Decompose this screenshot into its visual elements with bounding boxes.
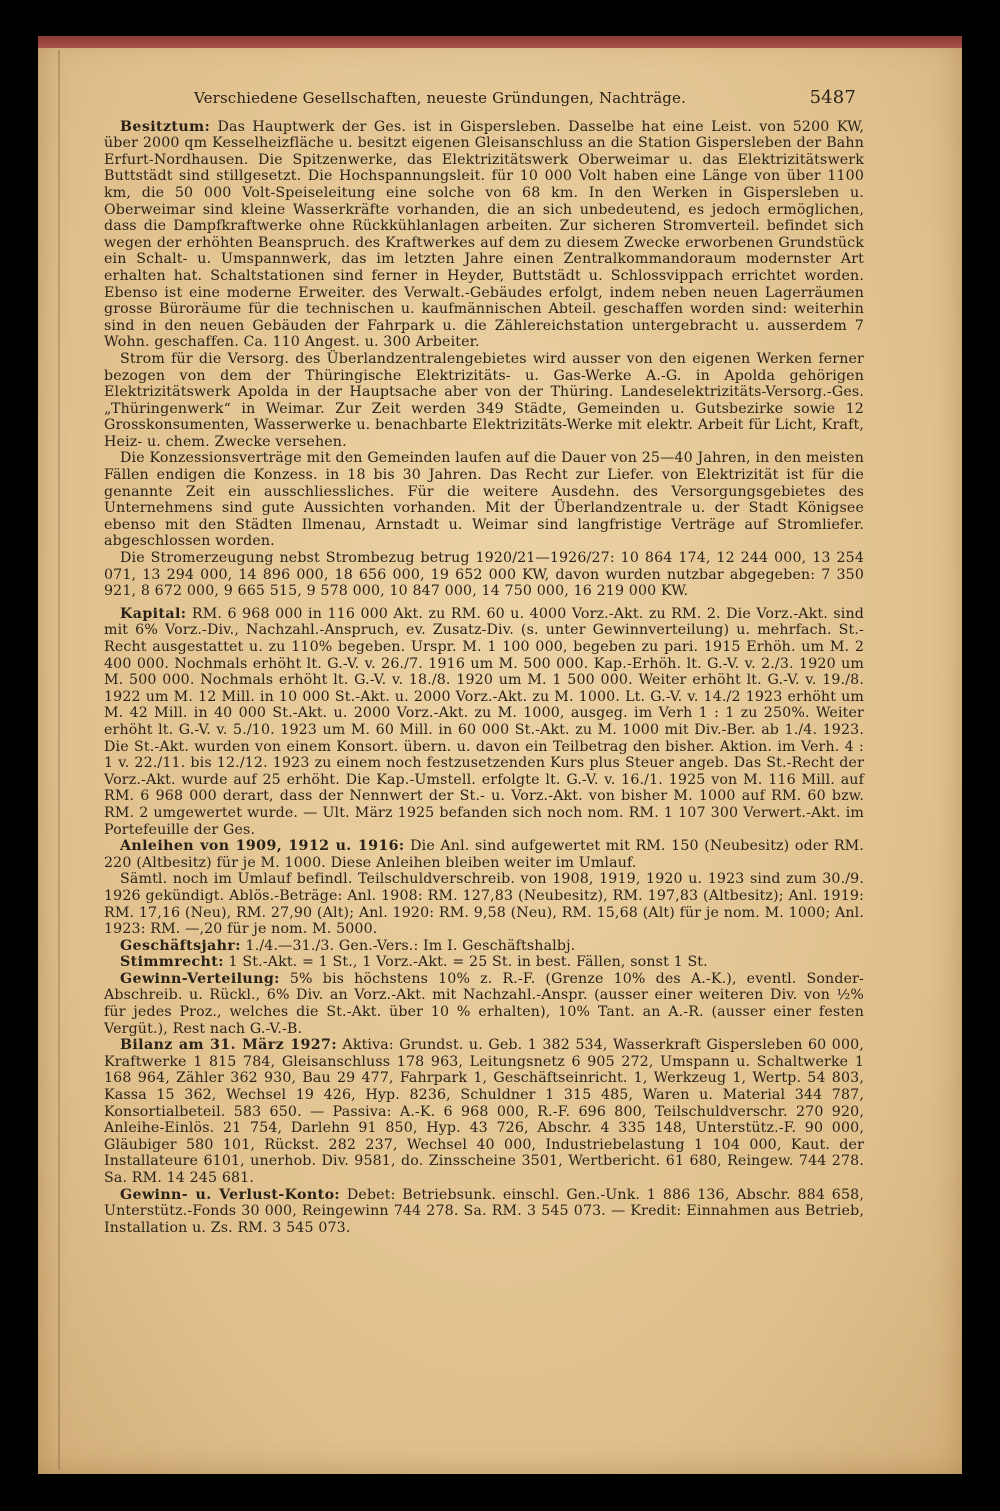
paragraph-text: Aktiva: Grundst. u. Geb. 1 382 534, Wasserkraft Gispersleben 60 000, Kraftwerke 1 815 784, Gleisanschluss 178 963, Leitungsnetz 6 905 272, Umspann u. Schaltwerke 1 168 964, Zähler 362 930, Bau 29 477, Fahrpark 1, Geschäftseinricht. 1, Werkzeug 1, Wertp. 54 803, Kassa 15 362, Wechsel 19 426, Hyp. 8236, Schuldner 1 315 485, Waren u. Material 344 787, Konsortialbeteil. 583 650. — Passiva: A.-K. 6 968 000, R.-F. 696 800, Teilschuldverschr. 270 920, Anleihe-Einlös. 21 754, Darlehn 91 850, Hyp. 43 726, Abschr. 4 335 148, Unterstütz.-F. 90 000, Gläubiger 580 101, Rückst. 282 237, Wechsel 40 000, Industriebelastung 1 104 000, Kaut. der Installateure 6101, unerhob. Div. 9581, do. Zinsscheine 3501, Wertbericht. 61 680, Reingew. 744 278. Sa. RM. 14 245 681.: [104, 1037, 865, 1186]
paragraph-text: Strom für die Versorg. des Überlandzentralengebietes wird ausser von den eigenen Werken ferner bezogen von dem der Thüringische Elektrizitäts- u. Gas-Werke A.-G. in Apolda gehörigen Elektrizitätswerk Apolda in der Hauptsache aber von der Thüring. Landeselektrizitäts-Versorg.-Ges. „Thüringenwerk“ in Weimar. Zur Zeit werden 349 Städte, Gemeinden u. Gutsbezirke sowie 12 Grosskonsumenten, Wasserwerke u. benachbarte Elektrizitäts-Werke mit elektr. Arbeit für Licht, Kraft, Heiz- u. chem. Zwecke versehen.: [104, 350, 864, 450]
page-crease: [58, 50, 60, 1470]
paragraph-text: Die Anl. sind aufgewertet mit RM. 150 (Neubesitz) oder RM. 220 (Altbesitz) für je M. 1000. Diese Anleihen bleiben weiter im Umlauf.: [104, 838, 864, 871]
paragraph-stimmrecht: [104, 954, 864, 971]
running-header: [194, 87, 856, 108]
paragraph-besitztum: [104, 119, 864, 351]
section-lead: Stimmrecht:: [120, 954, 224, 971]
paragraph-stromversorgung: [104, 351, 864, 451]
section-lead: Gewinn-Verteilung:: [120, 970, 280, 987]
paragraph-text: Sämtl. noch im Umlauf befindl. Teilschuldverschreib. von 1908, 1919, 1920 u. 1923 sind zum 30./9. 1926 gekündigt. Ablös.-Beträge: Anl. 1908: RM. 127,83 (Neubesitz), RM. 197,83 (Altbesitz); Anl. 1919: RM. 17,16 (Neu), RM. 27,90 (Alt); Anl. 1920: RM. 9,58 (Neu), RM. 15,68 (Alt) für je nom. M. 1000; Anl. 1923: RM. —,20 für je nom. M. 5000.: [104, 871, 864, 938]
paragraph-konzession: [104, 450, 864, 550]
paragraph-text: 5% bis höchstens 10% z. R.-F. (Grenze 10% des A.-K.), eventl. Sonder-Abschreib. u. Rückl., 6% Div. an Vorz.-Akt. mit Nachzahl.-Anspr. (ausser einer weiteren Div. von ½% für jedes Proz., welches die St.-Akt. über 10 % erhalten), 10% Tant. an A.-R. (ausser einer festen Vergüt.), Rest nach G.-V.-B.: [104, 970, 864, 1037]
paragraph-kapital: [104, 606, 864, 838]
header-title: Verschiedene Gesellschaften, neueste Gründungen, Nachträge.: [194, 89, 686, 107]
paragraph-text: Die Konzessionsverträge mit den Gemeinden laufen auf die Dauer von 25—40 Jahren, in den meisten Fällen endigen die Konzess. in 18 bis 30 Jahren. Das Recht zur Liefer. von Elektrizität ist für die genannte Zeit ein ausschliessliches. Für die weitere Ausdehn. des Versorgungsgebietes des Unternehmens sind gute Aussichten vorhanden. Mit der Überlandzentrale u. der Stadt Königsee ebenso mit den Städten Ilmenau, Arnstadt u. Weimar sind langfristige Verträge auf Stromliefer. abgeschlossen worden.: [104, 450, 864, 550]
section-lead: Anleihen von 1909, 1912 u. 1916:: [120, 838, 405, 855]
paragraph-text: Das Hauptwerk der Ges. ist in Gispersleben. Dasselbe hat eine Leist. von 5200 KW, über 2000 qm Kesselheizfläche u. besitzt eigenen Gleisanschluss an die Station Gispersleben der Bahn Erfurt-Nordhausen. Die Spitzenwerke, das Elektrizitätswerk Oberweimar u. das Elektrizitätswerk Buttstädt sind stillgesetzt. Die Hochspannungsleit. für 10 000 Volt haben eine Länge von über 1100 km, die 50 000 Volt-Speiseleitung eine solche von 68 km. In den Werken in Gispersleben u. Oberweimar sind kleine Wasserkräfte vorhanden, die an sich unbedeutend, es jedoch ermöglichen, dass die Dampfkraftwerke ohne Rückkühlanlagen arbeiten. Zur sicheren Stromverteil. befindet sich wegen der erhöhten Beanspruch. des Kraftwerkes auf dem zu diesem Zwecke erworbenen Grundstück ein Schalt- u. Umspannwerk, das im letzten Jahre einen Zentralkommandoraum modernster Art erhalten hat. Schaltstationen sind ferner in Heyder, Buttstädt u. Schlossvippach errichtet worden. Ebenso ist eine moderne Erweiter. des Verwalt.-Gebäudes erfolgt, indem neben neuen Lagerräumen grosse Büroräume für die technischen u. kaufmännischen Abteil. geschaffen worden sind: weiterhin sind in den neuen Gebäuden der Fahrpark u. die Zählereichstation untergebracht u. ausserdem 7 Wohn. geschaffen. Ca. 110 Angest. u. 300 Arbeiter.: [104, 118, 864, 351]
section-lead: Geschäftsjahr:: [120, 937, 241, 954]
document-body: [104, 87, 865, 1236]
paragraph-text: RM. 6 968 000 in 116 000 Akt. zu RM. 60 u. 4000 Vorz.-Akt. zu RM. 2. Die Vorz.-Akt. sind mit 6% Vorz.-Div., Nachzahl.-Anspruch, ev. Zusatz-Div. (s. unter Gewinnverteilung) u. mehrfach. St.-Recht ausgestattet u. zu 110% begeben. Urspr. M. 1 100 000, begeben zu pari. 1915 Erhöh. um M. 2 400 000. Nochmals erhöht lt. G.-V. v. 26./7. 1916 um M. 500 000. Kap.-Erhöh. lt. G.-V. v. 2./3. 1920 um M. 500 000. Nochmals erhöht lt. G.-V. v. 18./8. 1920 um M. 1 500 000. Weiter erhöht lt. G.-V. v. 19./8. 1922 um M. 12 Mill. in 10 000 St.-Akt. u. 2000 Vorz.-Akt. zu M. 1000. Lt. G.-V. v. 14./2 1923 erhöht um M. 42 Mill. in 40 000 St.-Akt. u. 2000 Vorz.-Akt. zu M. 1000, ausgeg. im Verh 1 : 1 zu 250%. Weiter erhöht lt. G.-V. v. 5./10. 1923 um M. 60 Mill. in 60 000 St.-Akt. zu M. 1000 mit Div.-Ber. ab 1./4. 1923. Die St.-Akt. wurden von einem Konsort. übern. u. davon ein Teilbetrag den bisher. Aktion. im Verh. 4 : 1 v. 22./11. bis 12./12. 1923 zu einem noch festzusetzenden Kurs plus Steuer angeb. Das St.-Recht der Vorz.-Akt. wurde auf 25 erhöht. Die Kap.-Umstell. erfolgte lt. G.-V. v. 16./1. 1925 von M. 116 Mill. auf RM. 6 968 000 derart, dass der Nennwert der St.- u. Vorz.-Akt. von bisher M. 1000 auf RM. 60 bzw. RM. 2 umgewertet wurde. — Ult. März 1925 befanden sich noch nom. RM. 1 107 300 Verwert.-Akt. im Portefeuille der Ges.: [104, 605, 864, 838]
paragraph-text: Debet: Betriebsunk. einschl. Gen.-Unk. 1 886 136, Abschr. 884 658, Unterstütz.-Fonds 30 000, Reingewinn 744 278. Sa. RM. 3 545 073. — Kredit: Einnahmen aus Betrieb, Installation u. Zs. RM. 3 545 073.: [104, 1186, 864, 1236]
book-binding: [38, 36, 962, 48]
paragraph-bilanz: [104, 1037, 864, 1186]
section-lead: Bilanz am 31. März 1927:: [120, 1037, 337, 1054]
paragraph-gewinnverteilung: [104, 971, 864, 1037]
paragraph-stromerzeugung: [104, 550, 864, 600]
paragraph-anleihen: [104, 838, 864, 871]
page-number: 5487: [809, 87, 856, 108]
paragraph-text: Die Stromerzeugung nebst Strombezug betrug 1920/21—1926/27: 10 864 174, 12 244 000, 13 254 071, 13 294 000, 14 896 000, 18 656 000, 19 652 000 KW, davon wurden nutzbar abgegeben: 7 350 921, 8 672 000, 9 665 515, 9 578 000, 10 847 000, 14 750 000, 16 219 000 KW.: [104, 550, 864, 600]
paragraph-gewinn-verlust: [104, 1187, 864, 1237]
paragraph-teilschuld: [104, 871, 864, 937]
paragraph-geschaeftsjahr: [104, 938, 864, 955]
paragraph-text: 1 St.-Akt. = 1 St., 1 Vorz.-Akt. = 25 St. in best. Fällen, sonst 1 St.: [223, 954, 708, 971]
section-lead: Besitztum:: [120, 118, 211, 135]
section-lead: Gewinn- u. Verlust-Konto:: [120, 1186, 341, 1203]
paragraph-text: 1./4.—31./3. Gen.-Vers.: Im I. Geschäftshalbj.: [240, 937, 576, 954]
section-lead: Kapital:: [120, 605, 187, 622]
